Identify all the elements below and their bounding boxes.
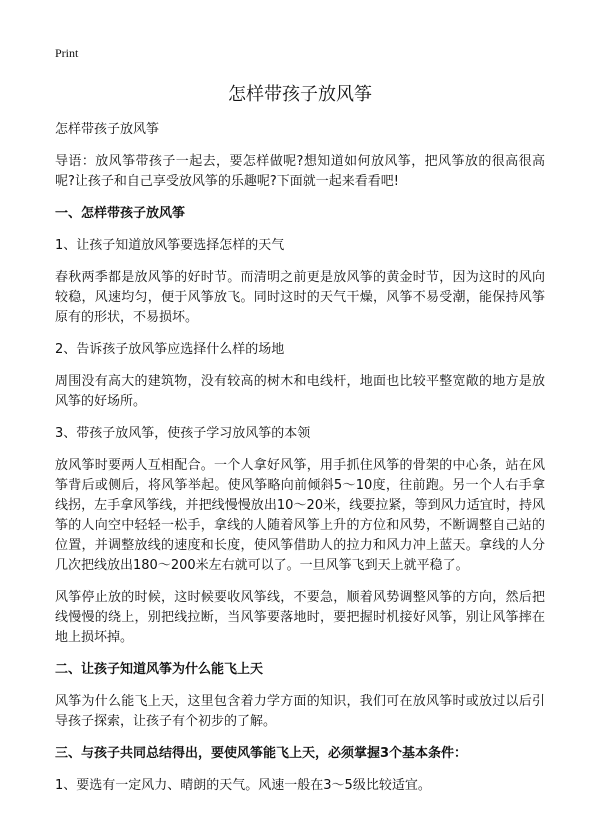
subsection-title-1-3: 3、带孩子放风筝，使孩子学习放风筝的本领 [55,426,311,441]
section-heading-1: 一、怎样带孩子放风筝 [55,206,186,221]
article-subtitle: 怎样带孩子放风筝 [55,122,160,137]
page-title: 怎样带孩子放风筝 [228,84,372,105]
section-heading-2: 二、让孩子知道风筝为什么能飞上天 [55,662,264,677]
paragraph-2: 风筝为什么能飞上天，这里包含着力学方面的知识，我们可在放风筝时或放过以后引导孩子探索，让孩子有个初步的了解。 [55,694,545,729]
article-body [55,120,545,808]
paragraph-1-3-a: 放风筝时要两人互相配合。一个人拿好风筝，用手抓住风筝的骨架的中心条，站在风筝背后或侧后，将风筝举起。使风筝略向前倾斜5～10度，往前跑。另一个人右手拿线拐，左手拿风筝线，并把线慢慢放出10～20米，线要拉紧，等到风力适宜时，持风筝的人向空中轻轻一松手，拿线的人随着风筝上升的方位和风势，不断调整自己站的位置，并调整放线的速度和长度，使风筝借助人的拉力和风力冲上蓝天。拿线的人分几次把线放出180～200米左右就可以了。一旦风筝飞到天上就平稳了。 [55,458,545,573]
paragraph-3-1: 1、要选有一定风力、晴朗的天气。风速一般在3～5级比较适宜。 [55,778,431,793]
print-link[interactable]: Print [55,46,79,60]
subsection-title-1-1: 1、让孩子知道放风筝要选择怎样的天气 [55,238,285,253]
paragraph-1-2: 周围没有高大的建筑物，没有较高的树木和电线杆，地面也比较平整宽敞的地方是放风筝的好场所。 [55,374,545,409]
section-heading-3: 三、与孩子共同总结得出，要使风筝能飞上天，必须掌握3个基本条件： [55,746,468,761]
intro-paragraph: 导语：放风筝带孩子一起去，要怎样做呢?想知道如何放风筝，把风筝放的很高很高呢?让孩子和自己享受放风筝的乐趣呢?下面就一起来看看吧! [55,154,545,189]
paragraph-1-3-b: 风筝停止放的时候，这时候要收风筝线，不要急，顺着风势调整风筝的方向，然后把线慢慢的绕上，别把线拉断，当风筝要落地时，要把握时机接好风筝，别让风筝摔在地上损坏掉。 [55,590,545,645]
paragraph-1-1: 春秋两季都是放风筝的好时节。而清明之前更是放风筝的黄金时节，因为这时的风向较稳，风速均匀，便于风筝放飞。同时这时的天气干燥，风筝不易受潮，能保持风筝原有的形状，不易损坏。 [55,270,545,325]
subsection-title-1-2: 2、告诉孩子放风筝应选择什么样的场地 [55,342,285,357]
